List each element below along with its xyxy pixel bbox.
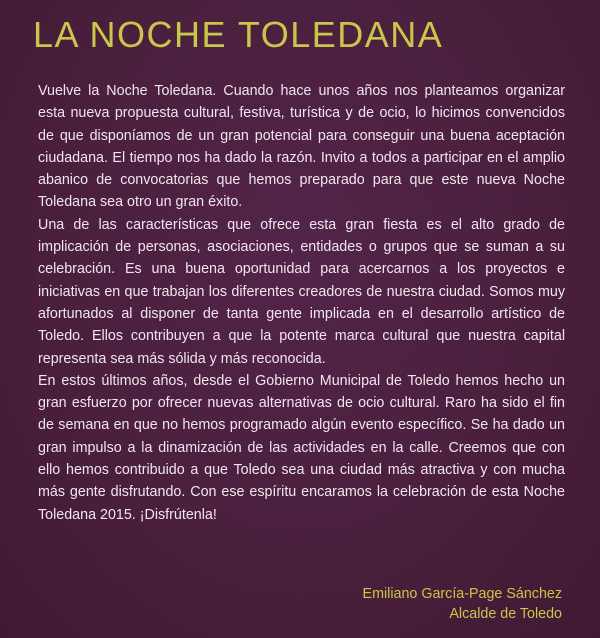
signature-role: Alcalde de Toledo xyxy=(449,606,562,622)
body-text xyxy=(38,80,565,526)
paragraph-2: Una de las características que ofrece esta gran fiesta es el alto grado de implicación de personas, asociaciones, entidades o grupos que se suman a su celebración. Es una buena oportunidad para acercarnos a los proyectos e iniciativas en que trabajan los diferentes creadores de nuestra ciudad. Somos muy afortunados al disponer de tanta gente implicada en el desarrollo artístico de Toledo. Ellos contribuyen a que la potente marca cultural que nuestra capital representa sea más sólida y más reconocida. xyxy=(38,216,565,367)
signature xyxy=(363,584,562,624)
page-title: LA NOCHE TOLEDANA xyxy=(33,14,444,55)
paragraph-3: En estos últimos años, desde el Gobierno Municipal de Toledo hemos hecho un gran esfuerzo por ofrecer nuevas alternativas de ocio cultural. Raro ha sido el fin de semana en que no hemos programado algún evento específico. Se ha dado un gran impulso a la dinamización de las actividades en la calle. Creemos que con ello hemos contribuido a que Toledo sea una ciudad más atractiva y con mucha más gente disfrutando. Con ese espíritu encaramos la celebración de esta Noche Toledana 2015. ¡Disfrútenla! xyxy=(38,372,565,523)
signature-name: Emiliano García-Page Sánchez xyxy=(362,586,562,602)
paragraph-1: Vuelve la Noche Toledana. Cuando hace unos años nos planteamos organizar esta nueva propuesta cultural, festiva, turística y de ocio, lo hicimos convencidos de que disponíamos de un gran potencial para conseguir una buena aceptación ciudadana. El tiempo nos ha dado la razón. Invito a todos a participar en el amplio abanico de convocatorias que hemos preparado para que este nueva Noche Toledana sea otro un gran éxito. xyxy=(38,83,565,211)
